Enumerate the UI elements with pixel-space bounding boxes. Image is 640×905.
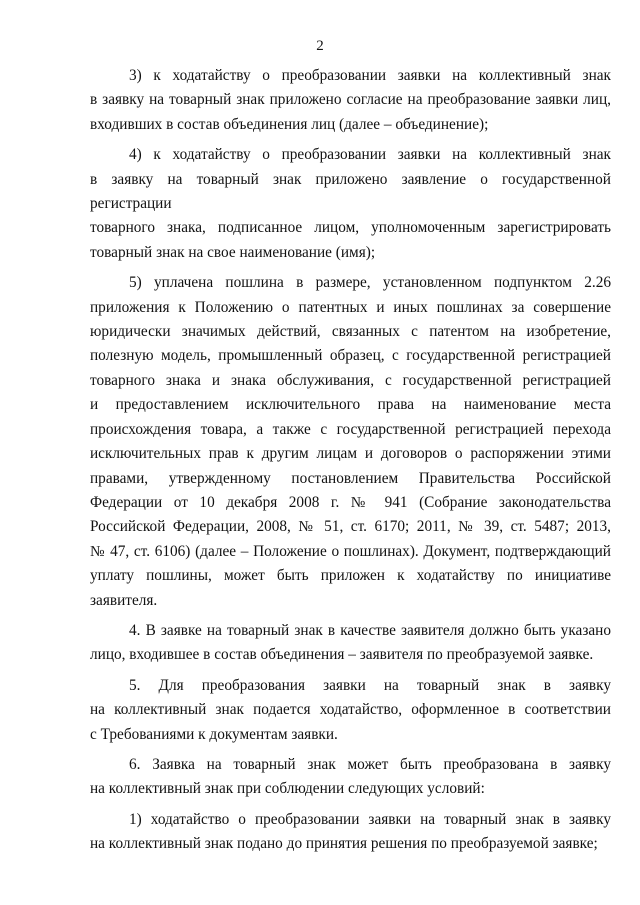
text-line: 4) к ходатайству о преобразовании заявки на коллективный знак [129,146,611,164]
text-line: 5. Для преобразования заявки на товарный знак в заявку [129,676,611,694]
paragraph-condition-1 [90,808,611,857]
text-line: 4. В заявке на товарный знак в качестве заявителя должно быть указано [129,621,611,639]
text-line: входивших в состав объединения лиц (далее – объединение); [90,115,489,133]
paragraph-item-5 [90,271,611,613]
text-line: Федерации от 10 декабря 2008 г. № 941 (Собрание законодательства [90,493,611,511]
text-line: происхождения товара, а также с государственной регистрацией перехода [90,420,611,438]
text-line: 6. Заявка на товарный знак может быть преобразована в заявку [129,755,611,773]
text-line: правами, утвержденному постановлением Правительства Российской [90,469,611,487]
text-line: исключительных прав к другим лицам и договоров о распоряжении этими [90,445,611,463]
text-line: с Требованиями к документам заявки. [90,725,338,743]
text-line: в заявку на товарный знак приложено согласие на преобразование заявки лиц, [90,91,611,109]
text-line: товарного знака, подписанное лицом, уполномоченным зарегистрировать [90,219,611,237]
paragraph-item-3 [90,64,611,137]
text-line: товарный знак на свое наименование (имя); [90,243,376,261]
text-line: полезную модель, промышленный образец, с государственной регистрацией [90,347,611,365]
text-line: Российской Федерации, 2008, № 51, ст. 6170; 2011, № 39, ст. 5487; 2013, [90,518,611,536]
text-line: № 47, ст. 6106) (далее – Положение о пошлинах). Документ, подтверждающий [90,542,611,560]
text-line: и предоставлением исключительного права на наименование места [90,396,611,414]
text-line: на коллективный знак при соблюдении следующих условий: [90,780,485,798]
paragraph-item-4 [90,143,611,265]
text-line: лицо, входившее в состав объединения – заявителя по преобразуемой заявке. [90,646,594,664]
text-line: юридически значимых действий, связанных с патентом на изобретение, [90,323,611,341]
text-line: заявителя. [90,591,158,609]
page-number: 2 [316,38,324,54]
paragraph-section-5 [90,674,611,747]
text-line: на коллективный знак подано до принятия решения по преобразуемой заявке; [90,835,598,853]
text-line: 1) ходатайство о преобразовании заявки на товарный знак в заявку [129,810,611,828]
text-line: уплату пошлины, может быть приложен к ходатайству по инициативе [90,567,611,585]
text-line: в заявку на товарный знак приложено заявление о государственной регистрации [90,170,611,213]
text-line: товарного знака и знака обслуживания, с государственной регистрацией [90,371,611,389]
text-line: 3) к ходатайству о преобразовании заявки на коллективный знак [129,67,611,84]
text-line: приложения к Положению о патентных и иных пошлинах за совершение [90,298,611,316]
text-line: 5) уплачена пошлина в размере, установленном подпунктом 2.26 [129,274,611,292]
document-body [90,64,611,863]
text-line: на коллективный знак подается ходатайство, оформленное в соответствии [90,701,611,719]
paragraph-section-6 [90,753,611,802]
paragraph-section-4 [90,619,611,668]
